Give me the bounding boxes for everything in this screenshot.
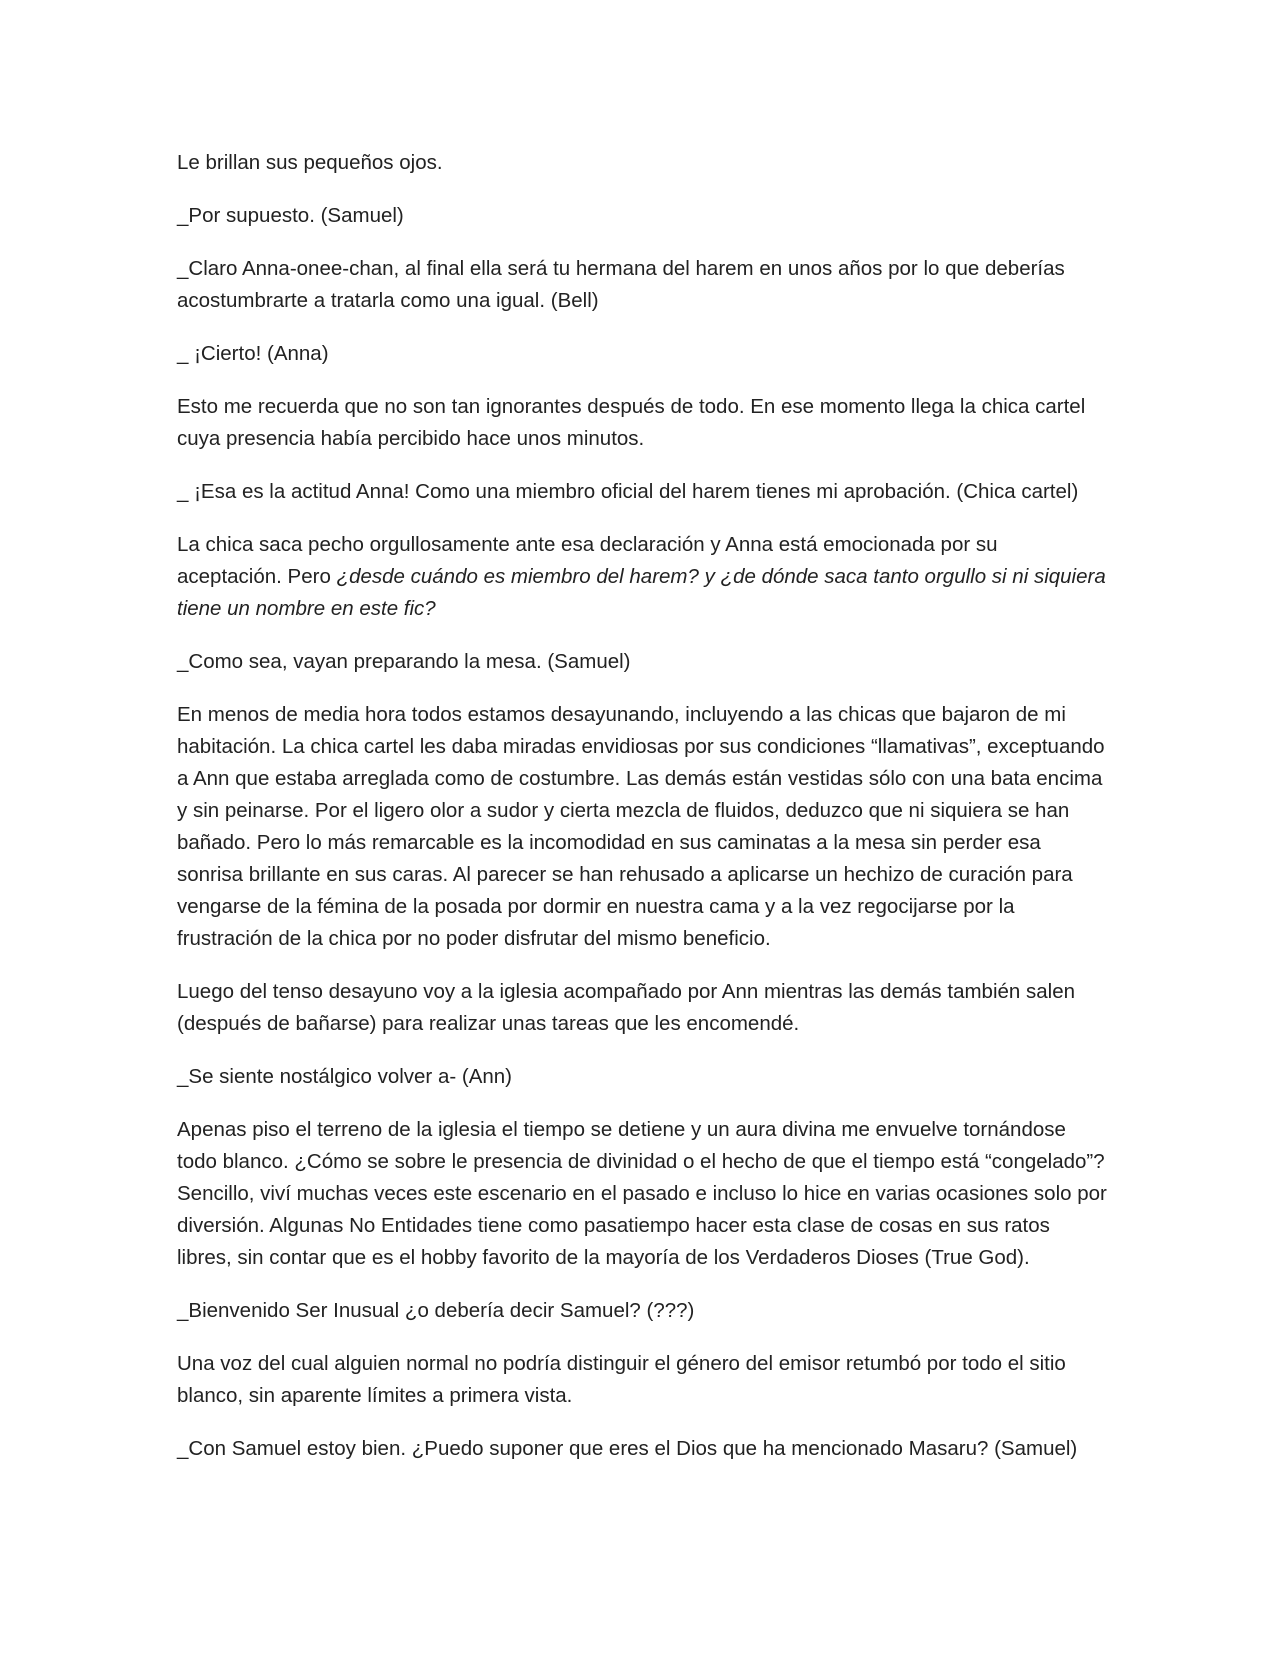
paragraph-text: La chica saca pecho orgullosamente ante esa declaración y Anna está emocionada por su aceptación. Pero <box>177 533 998 588</box>
paragraph: Una voz del cual alguien normal no podría distinguir el género del emisor retumbó por todo el sitio blanco, sin aparente límites a primera vista. <box>177 1352 1066 1407</box>
paragraph: En menos de media hora todos estamos desayunando, incluyendo a las chicas que bajaron de mi habitación. La chica cartel les daba miradas envidiosas por sus condiciones “llamativas”, exceptuando a Ann que estaba arreglada como de costumbre. Las demás están vestidas sólo con una bata encima y sin peinarse. Por el ligero olor a sudor y cierta mezcla de fluidos, deduzco que ni siquiera se han bañado. Pero lo más remarcable es la incomodidad en sus caminatas a la mesa sin perder esa sonrisa brillante en sus caras. Al parecer se han rehusado a aplicarse un hechizo de curación para vengarse de la fémina de la posada por dormir en nuestra cama y a la vez regocijarse por la frustración de la chica por no poder disfrutar del mismo beneficio. <box>177 703 1105 950</box>
dialogue-line: _Con Samuel estoy bien. ¿Puedo suponer que eres el Dios que ha mencionado Masaru? (Samuel) <box>177 1437 1078 1460</box>
dialogue-line: _Bienvenido Ser Inusual ¿o debería decir Samuel? (???) <box>177 1299 695 1322</box>
dialogue-line: _Se siente nostálgico volver a- (Ann) <box>177 1065 513 1088</box>
paragraph <box>177 529 1107 625</box>
paragraph: Luego del tenso desayuno voy a la iglesia acompañado por Ann mientras las demás también salen (después de bañarse) para realizar unas tareas que les encomendé. <box>177 980 1076 1035</box>
dialogue-line: _Claro Anna-onee-chan, al final ella será tu hermana del harem en unos años por lo que deberías acostumbrarte a tratarla como una igual. (Bell) <box>177 257 1065 312</box>
paragraph: Esto me recuerda que no son tan ignorantes después de todo. En ese momento llega la chica cartel cuya presencia había percibido hace unos minutos. <box>177 395 1086 450</box>
dialogue-line: _Como sea, vayan preparando la mesa. (Samuel) <box>177 650 631 673</box>
paragraph: Le brillan sus pequeños ojos. <box>177 151 443 174</box>
italic-text: ¿desde cuándo es miembro del harem? y ¿de dónde saca tanto orgullo si ni siquiera tiene un nombre en este fic? <box>177 565 1106 620</box>
paragraph: Apenas piso el terreno de la iglesia el tiempo se detiene y un aura divina me envuelve tornándose todo blanco. ¿Cómo se sobre le presencia de divinidad o el hecho de que el tiempo está “congelado”? Sencillo, viví muchas veces este escenario en el pasado e incluso lo hice en varias ocasiones solo por diversión. Algunas No Entidades tiene como pasatiempo hacer esta clase de cosas en sus ratos libres, sin contar que es el hobby favorito de la mayoría de los Verdaderos Dioses (True God). <box>177 1118 1107 1269</box>
dialogue-line: _ ¡Cierto! (Anna) <box>177 342 329 365</box>
dialogue-line: _Por supuesto. (Samuel) <box>177 204 404 227</box>
dialogue-line: _ ¡Esa es la actitud Anna! Como una miembro oficial del harem tienes mi aprobación. (Chica cartel) <box>177 480 1079 503</box>
document-page <box>177 147 1107 1486</box>
